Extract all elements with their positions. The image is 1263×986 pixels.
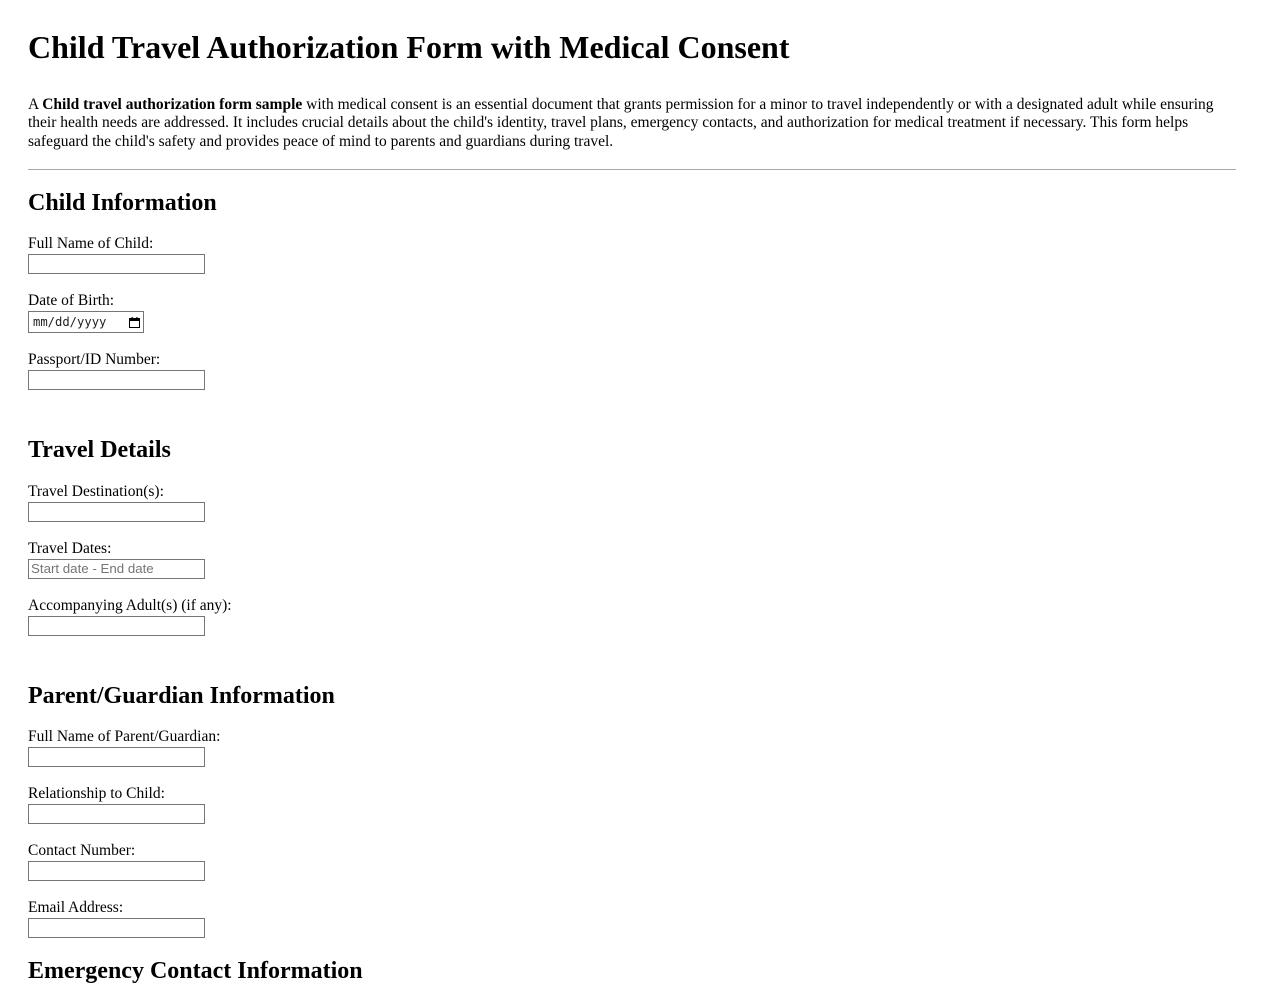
input-child-passport-id[interactable] <box>28 370 205 390</box>
intro-paragraph <box>28 96 1235 152</box>
field-child-passport-id <box>28 352 1235 390</box>
input-parent-email-address[interactable] <box>28 918 205 938</box>
section-heading-parent-guardian-information: Parent/Guardian Information <box>28 682 335 709</box>
field-parent-full-name <box>28 729 1235 767</box>
input-child-full-name[interactable] <box>28 254 205 274</box>
page-title: Child Travel Authorization Form with Medical Consent <box>28 29 790 65</box>
input-parent-full-name[interactable] <box>28 747 205 767</box>
spacer-after-travel-details <box>28 636 1235 663</box>
input-parent-relationship[interactable] <box>28 804 205 824</box>
intro-lead-text: A <box>28 95 43 113</box>
field-travel-dates <box>28 541 1235 579</box>
field-child-full-name <box>28 236 1235 274</box>
section-heading-emergency-contact-information: Emergency Contact Information <box>28 958 363 985</box>
label-child-full-name: Full Name of Child: <box>28 235 154 253</box>
label-child-date-of-birth: Date of Birth: <box>28 292 115 310</box>
section-divider <box>28 169 1236 170</box>
label-parent-relationship: Relationship to Child: <box>28 785 165 803</box>
label-parent-contact-number: Contact Number: <box>28 842 136 860</box>
field-parent-relationship <box>28 786 1235 824</box>
field-accompanying-adults <box>28 598 1235 636</box>
section-heading-travel-details: Travel Details <box>28 437 171 464</box>
input-accompanying-adults[interactable] <box>28 616 205 636</box>
input-child-date-of-birth[interactable] <box>28 311 144 333</box>
input-travel-destinations[interactable] <box>28 502 205 522</box>
label-child-passport-id: Passport/ID Number: <box>28 351 161 369</box>
label-parent-full-name: Full Name of Parent/Guardian: <box>28 728 221 746</box>
input-parent-contact-number[interactable] <box>28 861 205 881</box>
intro-bold-phrase: Child travel authorization form sample <box>42 95 303 113</box>
label-accompanying-adults: Accompanying Adult(s) (if any): <box>28 596 232 614</box>
input-travel-dates[interactable] <box>28 559 205 579</box>
spacer-after-child-information <box>28 390 1235 417</box>
section-heading-child-information: Child Information <box>28 189 217 216</box>
label-travel-destinations: Travel Destination(s): <box>28 482 164 500</box>
field-parent-contact-number <box>28 843 1235 881</box>
label-parent-email-address: Email Address: <box>28 899 124 917</box>
label-travel-dates: Travel Dates: <box>28 539 112 557</box>
field-travel-destinations <box>28 484 1235 522</box>
field-child-date-of-birth <box>28 293 1235 333</box>
calendar-icon[interactable] <box>129 317 140 328</box>
intro-rest-text: with medical consent is an essential document that grants permission for a minor to travel independently or with a designated adult while ensuring their health needs are addressed. It includes crucial details about the child's identity, travel plans, emergency contacts, and authorization for medical treatment if necessary. This form helps safeguard the child's safety and provides peace of mind to parents and guardians during travel. <box>28 95 1214 150</box>
field-parent-email-address <box>28 900 1235 938</box>
date-placeholder-text: mm/dd/yyyy <box>33 315 107 330</box>
